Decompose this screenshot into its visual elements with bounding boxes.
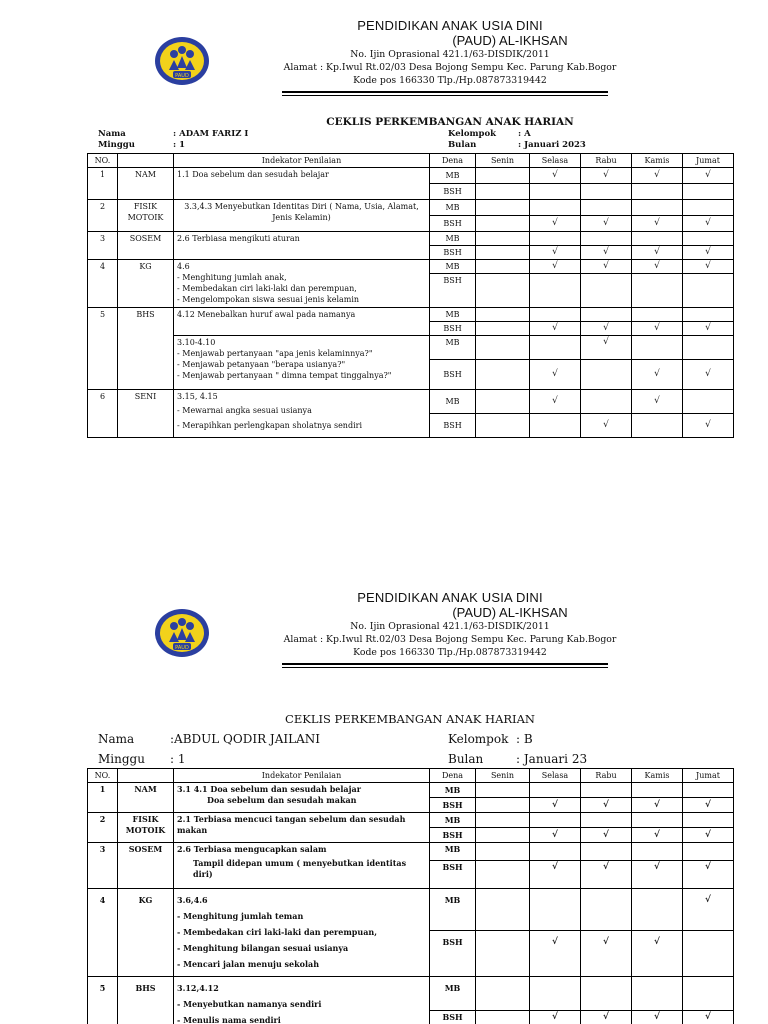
check-mark: √ — [632, 861, 683, 889]
col-aspek — [118, 154, 174, 168]
minggu-value: : 1 — [173, 140, 186, 150]
dena-bsh: BSH — [430, 1011, 476, 1024]
row-indikator: 3.12,4.12 - Menyebutkan namanya sendiri - Menulis nama sendiri — [174, 977, 430, 1024]
row-aspek: SOSEM — [118, 232, 174, 260]
dena-bsh: BSH — [430, 274, 476, 308]
dena-mb: MB — [430, 232, 476, 246]
check-mark: √ — [683, 1011, 734, 1024]
checklist-table — [87, 153, 734, 438]
table-row — [88, 260, 734, 274]
check-mark: √ — [581, 260, 632, 274]
col-no: NO. — [88, 154, 118, 168]
sheet-adam — [0, 0, 768, 500]
col-selasa: Selasa — [530, 769, 581, 783]
row-aspek: BHS — [118, 308, 174, 390]
table-row — [88, 200, 734, 216]
table-row — [88, 813, 734, 828]
check-mark: √ — [632, 168, 683, 184]
school-izin: No. Ijin Oprasional 421.1/63-DISDIK/2011 — [350, 49, 550, 60]
nama-label: Nama — [98, 732, 135, 746]
row-indikator: 3.10-4.10 - Menjawab pertanyaan "apa jenis kelaminnya?" - Menjawab petanyaan "berapa usianya?" - Menjawab pertanyaan " dimna tempat tinggalnya?" — [174, 336, 430, 390]
school-paud: (PAUD) AL-IKHSAN — [452, 605, 568, 620]
dena-mb: MB — [430, 783, 476, 798]
table-row — [88, 843, 734, 861]
dena-bsh: BSH — [430, 414, 476, 438]
kelompok-value: : A — [518, 129, 531, 139]
row-aspek: NAM — [118, 168, 174, 200]
check-mark: √ — [581, 216, 632, 232]
col-aspek — [118, 769, 174, 783]
check-mark: √ — [530, 828, 581, 843]
row-no: 3 — [88, 232, 118, 260]
check-mark: √ — [530, 861, 581, 889]
row-indikator: 3.15, 4.15 - Mewarnai angka sesuai usianya - Merapihkan perlengkapan sholatnya sendiri — [174, 390, 430, 438]
check-mark: √ — [632, 216, 683, 232]
dena-mb: MB — [430, 390, 476, 414]
col-selasa: Selasa — [530, 154, 581, 168]
minggu-value: : 1 — [170, 752, 186, 766]
check-mark: √ — [581, 168, 632, 184]
check-mark: √ — [683, 414, 734, 438]
dena-bsh: BSH — [430, 246, 476, 260]
check-mark: √ — [530, 931, 581, 977]
row-no: 2 — [88, 200, 118, 232]
col-senin: Senin — [476, 154, 530, 168]
school-izin: No. Ijin Oprasional 421.1/63-DISDIK/2011 — [350, 621, 550, 632]
check-mark: √ — [581, 1011, 632, 1024]
check-mark: √ — [632, 390, 683, 414]
dena-mb: MB — [430, 977, 476, 1011]
check-mark: √ — [581, 828, 632, 843]
dena-mb: MB — [430, 168, 476, 184]
check-mark: √ — [581, 798, 632, 813]
kelompok-label: Kelompok — [448, 129, 497, 139]
row-indikator: 3.6,4.6 - Menghitung jumlah teman - Membedakan ciri laki-laki dan perempuan, - Menghitung bilangan sesuai usianya - Mencari jalan menuju sekolah — [174, 889, 430, 977]
col-kamis: Kamis — [632, 154, 683, 168]
row-no: 1 — [88, 783, 118, 813]
row-no: 5 — [88, 308, 118, 390]
check-mark: √ — [581, 414, 632, 438]
sheet-abdul — [0, 572, 768, 1024]
check-mark: √ — [581, 322, 632, 336]
check-mark: √ — [530, 260, 581, 274]
row-no: 4 — [88, 889, 118, 977]
check-mark: √ — [683, 861, 734, 889]
check-mark: √ — [581, 861, 632, 889]
row-aspek: FISIK MOTOIK — [118, 813, 174, 843]
school-postcode: Kode pos 166330 Tlp./Hp.087873319442 — [353, 75, 547, 86]
paud-logo — [154, 608, 210, 658]
table-row — [88, 390, 734, 414]
row-no: 6 — [88, 390, 118, 438]
nama-value: : ADAM FARIZ I — [173, 129, 249, 139]
table-row — [88, 308, 734, 322]
check-mark: √ — [581, 931, 632, 977]
check-mark: √ — [530, 168, 581, 184]
page-title: CEKLIS PERKEMBANGAN ANAK HARIAN — [326, 116, 574, 128]
check-mark: √ — [683, 889, 734, 931]
school-address: Alamat : Kp.Iwul Rt.02/03 Desa Bojong Sempu Kec. Parung Kab.Bogor — [283, 634, 617, 645]
school-address: Alamat : Kp.Iwul Rt.02/03 Desa Bojong Sempu Kec. Parung Kab.Bogor — [283, 62, 617, 73]
table-row — [88, 336, 734, 360]
row-aspek: KG — [118, 260, 174, 308]
row-no: 1 — [88, 168, 118, 200]
minggu-label: Minggu — [98, 752, 145, 766]
table-header — [88, 769, 734, 783]
kelompok-label: Kelompok — [448, 732, 509, 746]
dena-mb: MB — [430, 813, 476, 828]
svg-text:PAUD: PAUD — [175, 73, 189, 79]
bulan-value: : Januari 23 — [516, 752, 588, 766]
row-indikator: 3.1 4.1 Doa sebelum dan sesudah belajar Doa sebelum dan sesudah makan — [174, 783, 430, 813]
check-mark: √ — [632, 828, 683, 843]
row-indikator: 2.6 Terbiasa mengucapkan salam Tampil didepan umum ( menyebutkan identitas diri) — [174, 843, 430, 889]
bulan-value: : Januari 2023 — [518, 140, 586, 150]
school-name: PENDIDIKAN ANAK USIA DINI — [357, 590, 543, 605]
dena-bsh: BSH — [430, 828, 476, 843]
check-mark: √ — [530, 322, 581, 336]
row-indikator: 2.1 Terbiasa mencuci tangan sebelum dan sesudah makan — [174, 813, 430, 843]
table-row — [88, 168, 734, 184]
check-mark: √ — [683, 246, 734, 260]
col-jumat: Jumat — [683, 769, 734, 783]
check-mark: √ — [581, 246, 632, 260]
row-no: 2 — [88, 813, 118, 843]
svg-text:PAUD: PAUD — [175, 645, 189, 651]
dena-mb: MB — [430, 260, 476, 274]
table-row — [88, 977, 734, 1011]
school-name: PENDIDIKAN ANAK USIA DINI — [357, 18, 543, 33]
dena-bsh: BSH — [430, 931, 476, 977]
dena-mb: MB — [430, 336, 476, 360]
col-rabu: Rabu — [581, 769, 632, 783]
check-mark: √ — [683, 216, 734, 232]
check-mark: √ — [683, 798, 734, 813]
table-header — [88, 154, 734, 168]
check-mark: √ — [632, 260, 683, 274]
school-postcode: Kode pos 166330 Tlp./Hp.087873319442 — [353, 647, 547, 658]
check-mark: √ — [632, 798, 683, 813]
page-title: CEKLIS PERKEMBANGAN ANAK HARIAN — [285, 712, 535, 726]
check-mark: √ — [632, 246, 683, 260]
col-kamis: Kamis — [632, 769, 683, 783]
row-aspek: BHS — [118, 977, 174, 1024]
dena-mb: MB — [430, 843, 476, 861]
check-mark: √ — [683, 828, 734, 843]
row-indikator: 1.1 Doa sebelum dan sesudah belajar — [174, 168, 430, 200]
row-aspek: FISIK MOTOIK — [118, 200, 174, 232]
table-row — [88, 783, 734, 798]
divider — [282, 91, 608, 93]
check-mark: √ — [530, 1011, 581, 1024]
check-mark: √ — [632, 931, 683, 977]
dena-bsh: BSH — [430, 360, 476, 390]
check-mark: √ — [683, 168, 734, 184]
divider — [282, 667, 608, 668]
checklist-table — [87, 768, 734, 1024]
nama-value: :ABDUL QODIR JAILANI — [170, 732, 321, 746]
nama-label: Nama — [98, 129, 126, 139]
bulan-label: Bulan — [448, 140, 477, 150]
dena-bsh: BSH — [430, 861, 476, 889]
col-dena: Dena — [430, 769, 476, 783]
check-mark: √ — [632, 360, 683, 390]
row-indikator: 4.6 - Menghitung jumlah anak, - Membedakan ciri laki-laki dan perempuan, - Mengelompokan siswa sesuai jenis kelamin — [174, 260, 430, 308]
col-jumat: Jumat — [683, 154, 734, 168]
dena-bsh: BSH — [430, 798, 476, 813]
divider — [282, 95, 608, 96]
minggu-label: Minggu — [98, 140, 135, 150]
check-mark: √ — [581, 336, 632, 360]
check-mark: √ — [530, 216, 581, 232]
school-paud: (PAUD) AL-IKHSAN — [452, 33, 568, 48]
row-aspek: NAM — [118, 783, 174, 813]
row-no: 3 — [88, 843, 118, 889]
check-mark: √ — [683, 322, 734, 336]
check-mark: √ — [530, 360, 581, 390]
dena-bsh: BSH — [430, 184, 476, 200]
dena-mb: MB — [430, 308, 476, 322]
check-mark: √ — [632, 322, 683, 336]
check-mark: √ — [530, 798, 581, 813]
col-indikator: Indekator Penilaian — [174, 769, 430, 783]
row-no: 4 — [88, 260, 118, 308]
row-aspek: SOSEM — [118, 843, 174, 889]
row-aspek: KG — [118, 889, 174, 977]
dena-bsh: BSH — [430, 322, 476, 336]
table-row — [88, 889, 734, 931]
check-mark: √ — [632, 1011, 683, 1024]
row-no: 5 — [88, 977, 118, 1024]
check-mark: √ — [530, 246, 581, 260]
kelompok-value: : B — [516, 732, 533, 746]
row-indikator: 2.6 Terbiasa mengikuti aturan — [174, 232, 430, 260]
dena-mb: MB — [430, 200, 476, 216]
paud-logo — [154, 36, 210, 86]
row-indikator: 4.12 Menebalkan huruf awal pada namanya — [174, 308, 430, 336]
check-mark: √ — [683, 360, 734, 390]
bulan-label: Bulan — [448, 752, 484, 766]
check-mark: √ — [530, 390, 581, 414]
row-indikator: 3.3,4.3 Menyebutkan Identitas Diri ( Nama, Usia, Alamat, Jenis Kelamin) — [174, 200, 430, 232]
row-aspek: SENI — [118, 390, 174, 438]
col-indikator: Indekator Penilaian — [174, 154, 430, 168]
col-rabu: Rabu — [581, 154, 632, 168]
check-mark: √ — [683, 260, 734, 274]
divider — [282, 663, 608, 665]
dena-bsh: BSH — [430, 216, 476, 232]
col-no: NO. — [88, 769, 118, 783]
col-senin: Senin — [476, 769, 530, 783]
col-dena: Dena — [430, 154, 476, 168]
table-row — [88, 232, 734, 246]
dena-mb: MB — [430, 889, 476, 931]
